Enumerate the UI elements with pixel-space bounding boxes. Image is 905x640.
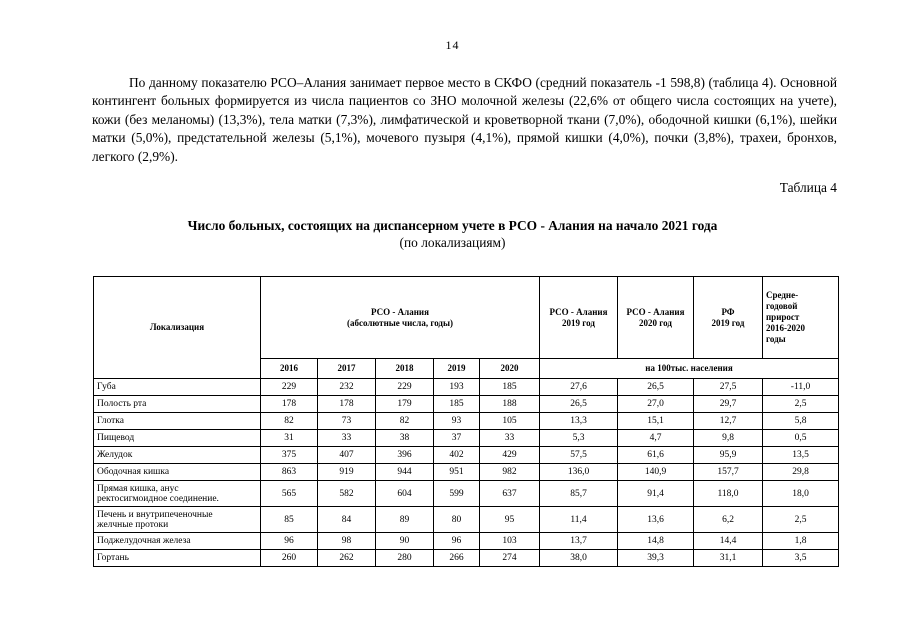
cell-rso2019: 57,5 <box>540 447 618 464</box>
cell-rso2019: 27,6 <box>540 379 618 396</box>
header-rso-2020 <box>618 277 694 359</box>
cell-growth: 2,5 <box>763 507 839 533</box>
cell-rso2019: 85,7 <box>540 481 618 507</box>
cell-rso2020: 140,9 <box>618 464 694 481</box>
header-growth <box>763 277 839 359</box>
cell-growth: 13,5 <box>763 447 839 464</box>
cell-rso2020: 39,3 <box>618 550 694 567</box>
cell-v2017: 98 <box>318 533 376 550</box>
cell-v2018: 944 <box>376 464 434 481</box>
body-paragraph: По данному показателю РСО–Алания занимает первое место в СКФО (средний показатель -1 598,8) (таблица 4). Основной контингент больных формируется из числа пациентов со ЗНО молочной железы (22,6% от общего числа состоящих на учете), кожи (без меланомы) (13,3%), тела матки (7,3%), лимфатической и кроветворной ткани (7,0%), ободочной кишки (6,1%), шейки матки (5,0%), предстательной железы (5,1%), мочевого пузыря (4,1%), прямой кишки (4,0%), почки (3,8%), трахеи, бронхов, легкого (2,9%). <box>92 75 837 164</box>
table-row <box>94 430 839 447</box>
cell-v2019: 599 <box>434 481 480 507</box>
cell-rf2019: 95,9 <box>694 447 763 464</box>
cell-rf2019: 6,2 <box>694 507 763 533</box>
incidence-table <box>93 276 839 567</box>
header-rso-absolute-line2: (абсолютные числа, годы) <box>346 317 454 328</box>
cell-growth: 2,5 <box>763 396 839 413</box>
cell-v2019: 37 <box>434 430 480 447</box>
cell-rf2019: 29,7 <box>694 396 763 413</box>
cell-v2019: 96 <box>434 533 480 550</box>
cell-v2018: 179 <box>376 396 434 413</box>
cell-growth: 3,5 <box>763 550 839 567</box>
cell-rf2019: 157,7 <box>694 464 763 481</box>
cell-v2020: 105 <box>480 413 540 430</box>
header-rso-absolute-line1: РСО - Алания <box>371 306 429 317</box>
cell-v2016: 229 <box>261 379 318 396</box>
cell-rso2019: 5,3 <box>540 430 618 447</box>
row-localization-line1: Ободочная кишка <box>97 467 170 477</box>
cell-rso2019: 13,7 <box>540 533 618 550</box>
table-subtitle: (по локализациям) <box>399 235 506 250</box>
cell-rf2019: 9,8 <box>694 430 763 447</box>
table-row <box>94 379 839 396</box>
cell-growth: 18,0 <box>763 481 839 507</box>
cell-v2019: 402 <box>434 447 480 464</box>
cell-v2020: 103 <box>480 533 540 550</box>
header-rso-2019-line2: 2019 год <box>562 317 595 328</box>
header-growth-line2: годовой <box>766 301 798 311</box>
header-rso-2019-line1: РСО - Алания <box>549 306 608 317</box>
cell-v2018: 90 <box>376 533 434 550</box>
cell-v2016: 178 <box>261 396 318 413</box>
cell-v2017: 73 <box>318 413 376 430</box>
cell-v2016: 82 <box>261 413 318 430</box>
table-row <box>94 507 839 533</box>
row-localization <box>94 550 261 567</box>
cell-rf2019: 118,0 <box>694 481 763 507</box>
table-row <box>94 533 839 550</box>
cell-v2016: 863 <box>261 464 318 481</box>
cell-rso2019: 13,3 <box>540 413 618 430</box>
table-body <box>94 379 839 567</box>
table-row <box>94 464 839 481</box>
row-localization <box>94 379 261 396</box>
cell-rso2019: 11,4 <box>540 507 618 533</box>
row-localization-line1: Гортань <box>97 553 129 563</box>
cell-v2018: 89 <box>376 507 434 533</box>
cell-rso2020: 26,5 <box>618 379 694 396</box>
cell-v2017: 407 <box>318 447 376 464</box>
cell-rf2019: 14,4 <box>694 533 763 550</box>
header-year: 2018 <box>376 359 434 379</box>
cell-rso2020: 4,7 <box>618 430 694 447</box>
row-localization-line1: Печень и внутрипеченочные <box>97 509 213 520</box>
cell-rso2019: 136,0 <box>540 464 618 481</box>
cell-v2018: 396 <box>376 447 434 464</box>
cell-growth: 0,5 <box>763 430 839 447</box>
row-localization-line2: желчные протоки <box>97 519 169 530</box>
cell-rso2020: 14,8 <box>618 533 694 550</box>
table-row <box>94 481 839 507</box>
cell-v2019: 185 <box>434 396 480 413</box>
cell-v2017: 232 <box>318 379 376 396</box>
cell-v2020: 188 <box>480 396 540 413</box>
row-localization-line1: Губа <box>97 382 116 392</box>
row-localization-line1: Прямая кишка, анус <box>97 483 179 494</box>
cell-v2019: 951 <box>434 464 480 481</box>
cell-v2018: 38 <box>376 430 434 447</box>
cell-rso2020: 61,6 <box>618 447 694 464</box>
table-label: Таблица 4 <box>779 180 837 195</box>
cell-v2019: 93 <box>434 413 480 430</box>
header-rso-2019 <box>540 277 618 359</box>
header-rf-2019-line1: РФ <box>721 306 735 317</box>
cell-rso2020: 13,6 <box>618 507 694 533</box>
cell-rso2019: 26,5 <box>540 396 618 413</box>
header-year: 2019 <box>434 359 480 379</box>
header-year: 2017 <box>318 359 376 379</box>
cell-v2019: 193 <box>434 379 480 396</box>
cell-rf2019: 27,5 <box>694 379 763 396</box>
cell-v2020: 185 <box>480 379 540 396</box>
header-growth-line4: 2016-2020 <box>766 323 805 333</box>
header-per100k: на 100тыс. населения <box>540 359 839 379</box>
header-year: 2016 <box>261 359 318 379</box>
cell-v2016: 375 <box>261 447 318 464</box>
cell-rso2020: 91,4 <box>618 481 694 507</box>
cell-v2017: 178 <box>318 396 376 413</box>
page-number: 14 <box>445 38 460 52</box>
row-localization <box>94 396 261 413</box>
cell-rf2019: 12,7 <box>694 413 763 430</box>
row-localization <box>94 533 261 550</box>
cell-v2020: 429 <box>480 447 540 464</box>
table-row <box>94 413 839 430</box>
header-rso-2020-line1: РСО - Алания <box>626 306 685 317</box>
row-localization-line2: ректосигмоидное соединение. <box>97 493 219 504</box>
header-growth-line1: Средне- <box>766 290 799 300</box>
header-rso-2020-line2: 2020 год <box>639 317 672 328</box>
cell-v2018: 604 <box>376 481 434 507</box>
cell-v2016: 565 <box>261 481 318 507</box>
cell-v2020: 637 <box>480 481 540 507</box>
cell-v2016: 96 <box>261 533 318 550</box>
row-localization-line1: Глотка <box>97 416 124 426</box>
cell-v2020: 982 <box>480 464 540 481</box>
table-row <box>94 550 839 567</box>
cell-v2018: 82 <box>376 413 434 430</box>
header-rso-absolute <box>261 277 540 359</box>
cell-v2016: 31 <box>261 430 318 447</box>
row-localization-line1: Полость рта <box>97 399 147 409</box>
cell-v2020: 95 <box>480 507 540 533</box>
cell-v2017: 262 <box>318 550 376 567</box>
row-localization <box>94 413 261 430</box>
header-rf-2019-line2: 2019 год <box>711 317 745 328</box>
row-localization-line1: Желудок <box>97 450 133 460</box>
cell-growth: -11,0 <box>763 379 839 396</box>
table-row <box>94 447 839 464</box>
cell-v2017: 582 <box>318 481 376 507</box>
cell-rso2019: 38,0 <box>540 550 618 567</box>
header-growth-line3: прирост <box>766 312 800 322</box>
cell-v2017: 84 <box>318 507 376 533</box>
header-rf-2019 <box>694 277 763 359</box>
cell-v2020: 33 <box>480 430 540 447</box>
row-localization <box>94 507 261 533</box>
cell-v2020: 274 <box>480 550 540 567</box>
cell-rf2019: 31,1 <box>694 550 763 567</box>
row-localization-line1: Пищевод <box>97 433 135 443</box>
cell-v2019: 266 <box>434 550 480 567</box>
table-title: Число больных, состоящих на диспансерном учете в РСО - Алания на начало 2021 года <box>187 218 718 233</box>
cell-growth: 29,8 <box>763 464 839 481</box>
cell-growth: 5,8 <box>763 413 839 430</box>
cell-rso2020: 15,1 <box>618 413 694 430</box>
row-localization <box>94 464 261 481</box>
header-year: 2020 <box>480 359 540 379</box>
cell-growth: 1,8 <box>763 533 839 550</box>
cell-v2016: 85 <box>261 507 318 533</box>
cell-rso2020: 27,0 <box>618 396 694 413</box>
row-localization-line1: Поджелудочная железа <box>97 536 191 546</box>
header-growth-line5: годы <box>766 334 786 344</box>
cell-v2017: 919 <box>318 464 376 481</box>
row-localization <box>94 481 261 507</box>
header-localization: Локализация <box>94 277 261 379</box>
cell-v2019: 80 <box>434 507 480 533</box>
cell-v2016: 260 <box>261 550 318 567</box>
row-localization <box>94 430 261 447</box>
row-localization <box>94 447 261 464</box>
cell-v2017: 33 <box>318 430 376 447</box>
table-row <box>94 396 839 413</box>
cell-v2018: 280 <box>376 550 434 567</box>
cell-v2018: 229 <box>376 379 434 396</box>
